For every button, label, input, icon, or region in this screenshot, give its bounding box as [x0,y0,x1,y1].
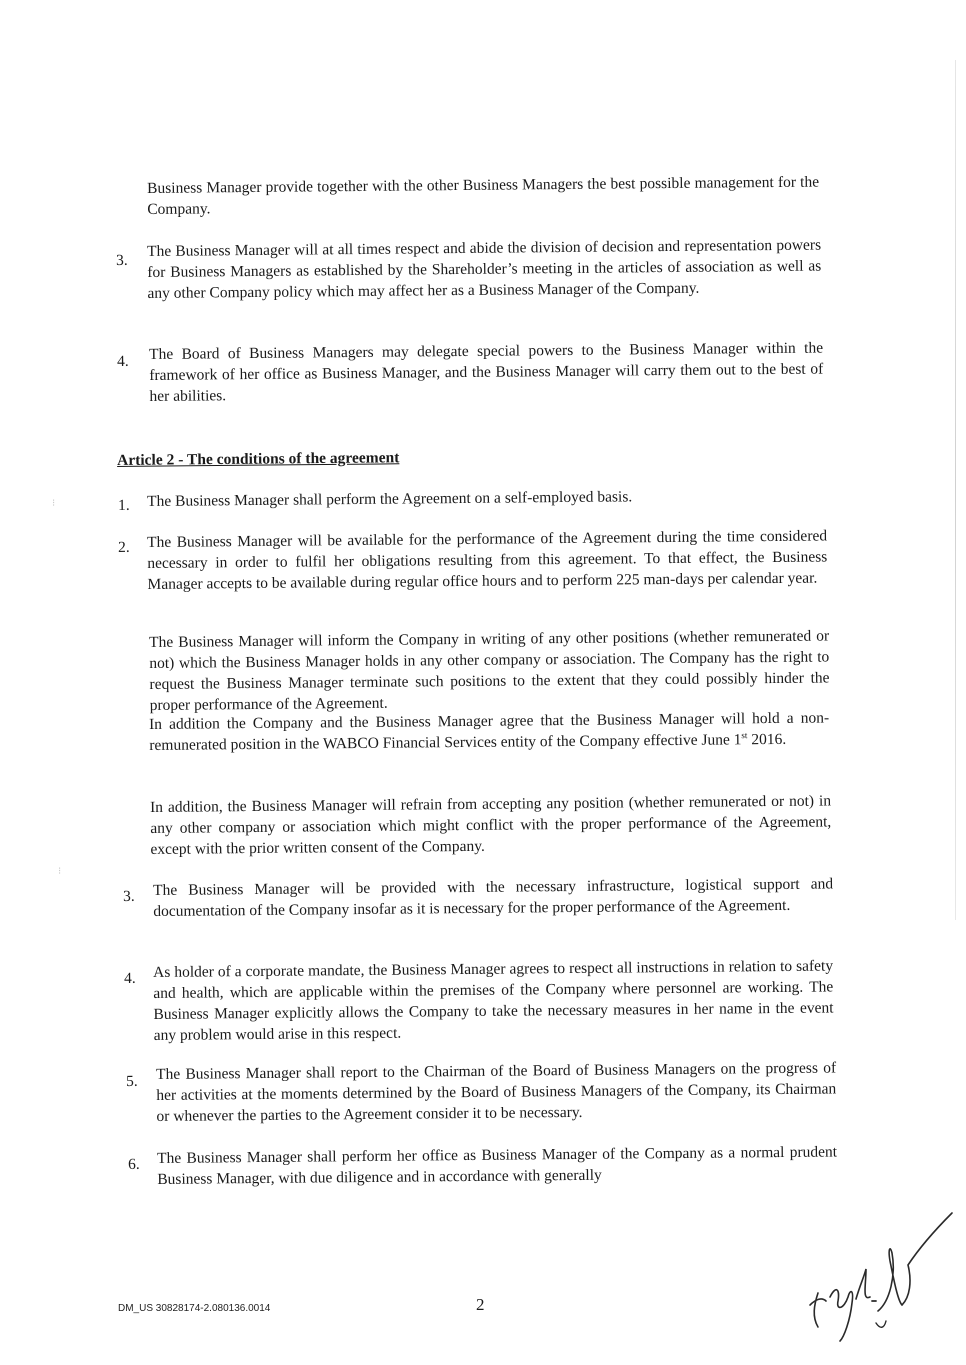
paragraph-continuation: Business Manager provide together with the other Business Managers the best possible management for the Company. [147,173,820,218]
paragraph-article-2-2-conflict: In addition, the Business Manager will refrain from accepting any position (whether remunerated or not) in any other company or association which might conflict with the proper performance of the Agreement, except with the prior written consent of the Company. [150,792,832,858]
paragraph-article-2-3: The Business Manager will be provided with the necessary infrastructure, logistical support and documentation of the Company insofar as it is necessary for the proper performance of the Agreement. [153,875,834,920]
item-number: 4. [124,969,136,987]
paragraph-article-2-2-positions: The Business Manager will inform the Company in writing of any other positions (whether remunerated or not) which the Business Manager holds in any other company or association. The Company has the right to request the Business Manager terminate such positions to the extent that they could possibly hinder the proper performance of the Agreement. [149,627,830,714]
document-reference: DM_US 30828174-2.080136.0014 [118,1303,271,1314]
item-number: 2. [118,538,130,556]
wabco-date-text: 2016. [747,730,787,749]
item-number: 1. [118,496,130,514]
paragraph-item-4: The Board of Business Managers may delegate special powers to the Business Manager within the framework of her office as Business Manager, and the Business Manager will carry them out to the best of her abilities. [149,339,824,405]
item-number: 4. [117,352,129,370]
page-number: 2 [476,1295,485,1314]
paragraph-article-2-1: The Business Manager shall perform the Agreement on a self-employed basis. [147,488,633,510]
ordinal-suffix: st [741,730,748,741]
item-number: 3. [123,887,135,905]
paragraph-article-2-2: The Business Manager will be available for the performance of the Agreement during the time considered necessary in order to fulfil her obligations resulting from this agreement. To that effect, the Business Manager accepts to be available during regular office hours and to perform 225 man-days per calendar year. [147,527,828,593]
paragraph-article-2-5: The Business Manager shall report to the Chairman of the Board of Business Managers on the progress of her activities at the moments determined by the Board of Business Managers of the Company, its Chairman or whenever the parties to the Agreement consider it to be necessary. [156,1059,837,1125]
scan-speck: ⁝ [58,866,62,877]
scan-speck: ⁝ [52,498,56,509]
scan-edge-line [955,60,956,920]
wabco-text: In addition the Company and the Business Manager agree that the Business Manager will hold a non-remunerated position in the WABCO Financial Services entity of the Company effective June 1 [149,709,830,754]
item-number: 6. [128,1155,140,1173]
item-number: 3. [116,251,128,269]
paragraph-article-2-2-wabco [149,707,829,756]
initials-signature [800,1205,960,1345]
item-number: 5. [126,1072,138,1090]
article-2-heading: Article 2 - The conditions of the agreement [117,449,400,469]
paragraph-item-3: The Business Manager will at all times respect and abide the division of decision and representation powers for Business Managers as established by the Shareholder’s meeting in the articles of association as well as any other Company policy which may affect her as a Business Manager of the Company. [147,236,822,302]
paragraph-article-2-4: As holder of a corporate mandate, the Business Manager agrees to respect all instructions in relation to safety and health, which are applicable within the premises of the Company where personnel are working. The Business Manager explicitly allows the Company to take the necessary measures in her name in the event any problem would arise in this respect. [153,957,834,1044]
paragraph-article-2-6: The Business Manager shall perform her office as Business Manager of the Company as a normal prudent Business Manager, with due diligence and in accordance with generally [157,1143,838,1188]
